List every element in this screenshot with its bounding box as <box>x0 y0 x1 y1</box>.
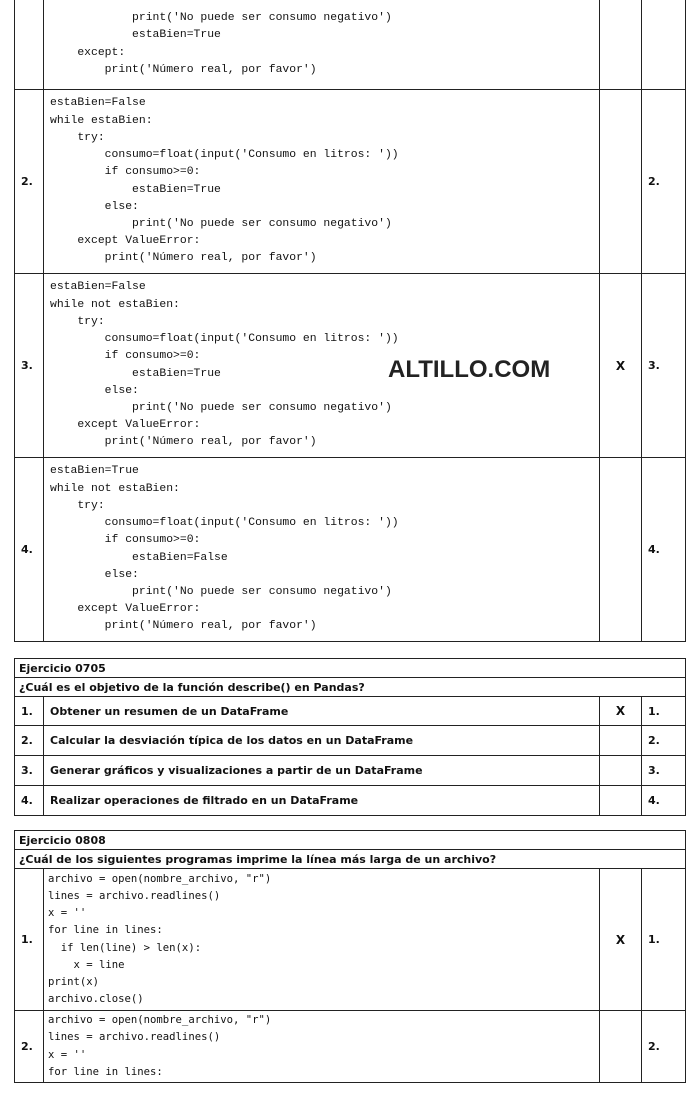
code-text: estaBien=False while not estaBien: try: consumo=float(input('Consumo en litros: ')) if consumo>=0: estaBien=True else: print('No puede ser consumo negativo') except ValueError: print('Número real, por favor') <box>50 281 399 449</box>
exercise-title: Ejercicio 0808 <box>15 831 686 850</box>
option-number-right <box>642 0 686 90</box>
exercise-title: Ejercicio 0705 <box>15 659 686 678</box>
code-text: archivo = open(nombre_archivo, "r") lines = archivo.readlines() x = '' for line in lines: <box>48 1014 272 1078</box>
option-text: Calcular la desviación típica de los datos en un DataFrame <box>44 726 600 756</box>
answer-mark <box>600 756 642 786</box>
answer-mark <box>600 0 642 90</box>
option-number: 1. <box>15 869 44 1011</box>
option-number: 2. <box>15 726 44 756</box>
option-number-right: 4. <box>642 786 686 816</box>
table-row <box>15 1011 686 1083</box>
code-text: estaBien=True while not estaBien: try: consumo=float(input('Consumo en litros: ')) if consumo>=0: estaBien=False else: print('No puede ser consumo negativo') except ValueError: print('Número real, por favor') <box>50 465 399 633</box>
option-number: 4. <box>15 786 44 816</box>
option-number: 1. <box>15 697 44 726</box>
option-number-right: 4. <box>642 458 686 642</box>
option-number: 3. <box>15 274 44 458</box>
answer-mark <box>600 786 642 816</box>
option-text: Generar gráficos y visualizaciones a partir de un DataFrame <box>44 756 600 786</box>
option-number: 2. <box>15 90 44 274</box>
option-text: Obtener un resumen de un DataFrame <box>44 697 600 726</box>
option-number-right: 1. <box>642 697 686 726</box>
code-cell <box>44 869 600 1011</box>
watermark: ALTILLO.COM <box>388 356 551 383</box>
code-cell <box>44 90 600 274</box>
answer-mark: X <box>600 274 642 458</box>
exercise-title-row <box>15 659 686 678</box>
question-text: ¿Cuál de los siguientes programas imprime la línea más larga de un archivo? <box>15 850 686 869</box>
option-text: Realizar operaciones de filtrado en un DataFrame <box>44 786 600 816</box>
option-number-right: 2. <box>642 726 686 756</box>
answer-mark <box>600 1011 642 1083</box>
option-number-right: 3. <box>642 274 686 458</box>
table-row <box>15 697 686 726</box>
option-number: 3. <box>15 756 44 786</box>
option-number: 2. <box>15 1011 44 1083</box>
code-options-table <box>14 0 686 642</box>
exercise-0808-table <box>14 830 686 1083</box>
table-row <box>15 90 686 274</box>
exercise-0705-table <box>14 658 686 816</box>
answer-mark: X <box>600 869 642 1011</box>
table-row <box>15 274 686 458</box>
question-row <box>15 850 686 869</box>
table-row <box>15 458 686 642</box>
table-row <box>15 0 686 90</box>
option-number-right: 1. <box>642 869 686 1011</box>
code-text: archivo = open(nombre_archivo, "r") lines = archivo.readlines() x = '' for line in lines: if len(line) > len(x): x = line print(x) archivo.close() <box>48 873 272 1005</box>
table-row <box>15 786 686 816</box>
answer-mark <box>600 726 642 756</box>
option-number <box>15 0 44 90</box>
table-row <box>15 869 686 1011</box>
option-number-right: 3. <box>642 756 686 786</box>
answer-mark: X <box>600 697 642 726</box>
exercise-title-row <box>15 831 686 850</box>
question-row <box>15 678 686 697</box>
code-cell <box>44 0 600 90</box>
option-number: 4. <box>15 458 44 642</box>
code-cell <box>44 1011 600 1083</box>
answer-mark <box>600 90 642 274</box>
table-row <box>15 756 686 786</box>
code-text: print('No puede ser consumo negativo') estaBien=True except: print('Número real, por favor') <box>77 12 392 76</box>
table-row <box>15 726 686 756</box>
option-number-right: 2. <box>642 1011 686 1083</box>
option-number-right: 2. <box>642 90 686 274</box>
code-cell <box>44 458 600 642</box>
question-text: ¿Cuál es el objetivo de la función describe() en Pandas? <box>15 678 686 697</box>
code-text: estaBien=False while estaBien: try: consumo=float(input('Consumo en litros: ')) if consumo>=0: estaBien=True else: print('No puede ser consumo negativo') except ValueError: print('Número real, por favor') <box>50 97 399 265</box>
answer-mark <box>600 458 642 642</box>
